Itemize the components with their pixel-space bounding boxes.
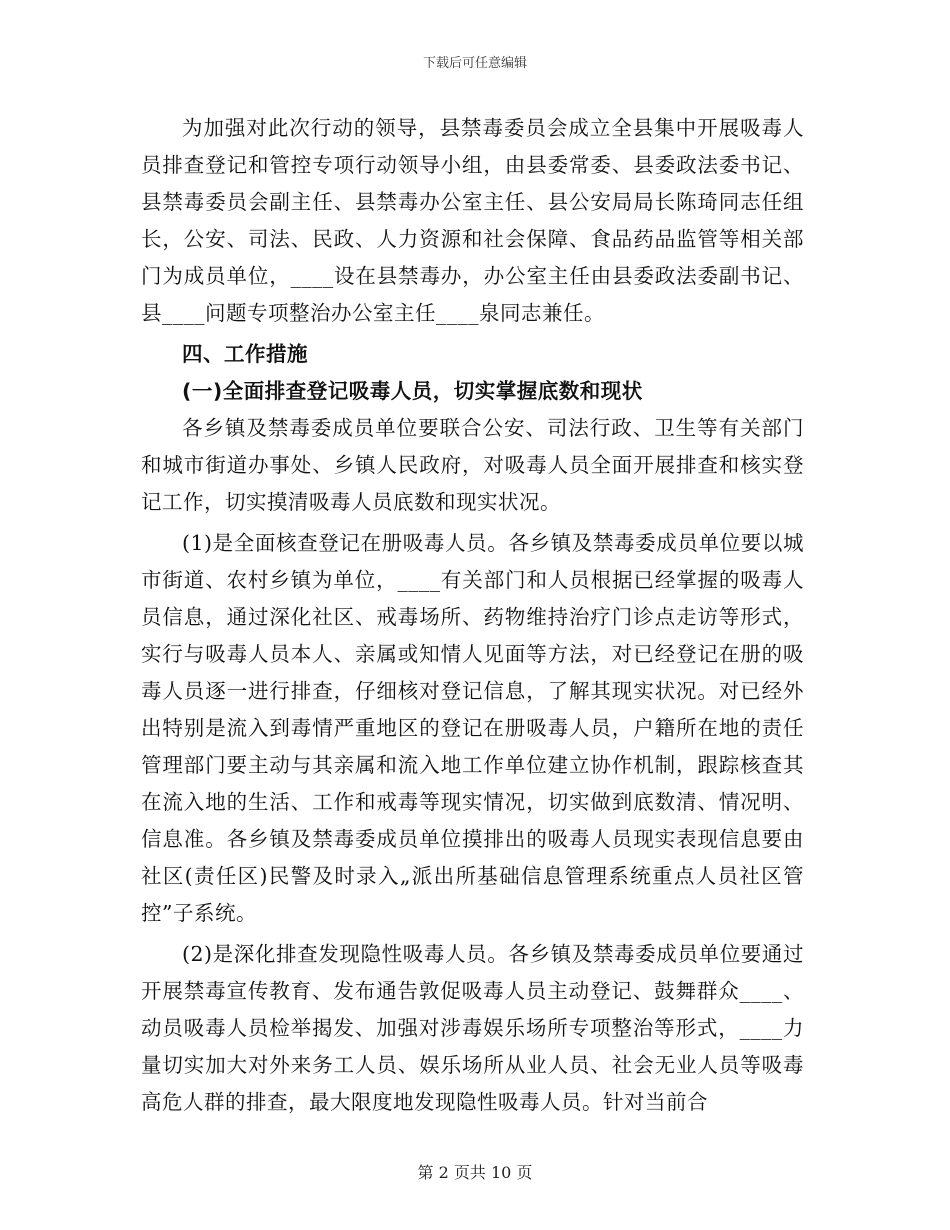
page-header: 下载后可任意编辑 bbox=[422, 56, 527, 71]
subsection-heading: (一)全面排查登记吸毒人员，切实掌握底数和现状 bbox=[182, 379, 643, 403]
paragraph-item-2: (2)是深化排查发现隐性吸毒人员。各乡镇及禁毒委成员单位要通过开展禁毒宣传教育、发布通告敦促吸毒人员主动登记、鼓舞群众____、动员吸毒人员检举揭发、加强对涉毒娱乐场所专项整治等形式，____力量切实加大对外来务工人员、娱乐场所从业人员、社会无业人员等吸毒高危人群的排查，最大限度地发现隐性吸毒人员。针对当前合 bbox=[141, 942, 804, 1114]
page-footer: 第 2 页共 10 页 bbox=[417, 1163, 533, 1182]
section-heading: 四、工作措施 bbox=[182, 342, 308, 366]
paragraph-leadership: 为加强对此次行动的领导，县禁毒委员会成立全县集中开展吸毒人员排查登记和管控专项行动领导小组，由县委常委、县委政法委书记、县禁毒委员会副主任、县禁毒办公室主任、县公安局局长陈琦同志任组长，公安、司法、民政、人力资源和社会保障、食品药品监管等相关部门为成员单位，____设在县禁毒办，办公室主任由县委政法委副书记、县____问题专项整治办公室主任____泉同志兼任。 bbox=[141, 116, 804, 325]
document-body bbox=[141, 110, 804, 1121]
paragraph-intro: 各乡镇及禁毒委成员单位要联合公安、司法行政、卫生等有关部门和城市街道办事处、乡镇人民政府，对吸毒人员全面开展排查和核实登记工作，切实摸清吸毒人员底数和现实状况。 bbox=[141, 416, 804, 514]
paragraph-item-1: (1)是全面核查登记在册吸毒人员。各乡镇及禁毒委成员单位要以城市街道、农村乡镇为单位，____有关部门和人员根据已经掌握的吸毒人员信息，通过深化社区、戒毒场所、药物维持治疗门诊点走访等形式，实行与吸毒人员本人、亲属或知情人见面等方法，对已经登记在册的吸毒人员逐一进行排查，仔细核对登记信息，了解其现实状况。对已经外出特别是流入到毒情严重地区的登记在册吸毒人员，户籍所在地的责任管理部门要主动与其亲属和流入地工作单位建立协作机制，跟踪核查其在流入地的生活、工作和戒毒等现实情况，切实做到底数清、情况明、信息准。各乡镇及禁毒委成员单位摸排出的吸毒人员现实表现信息要由社区(责任区)民警及时录入„派出所基础信息管理系统重点人员社区管控”子系统。 bbox=[141, 531, 804, 925]
